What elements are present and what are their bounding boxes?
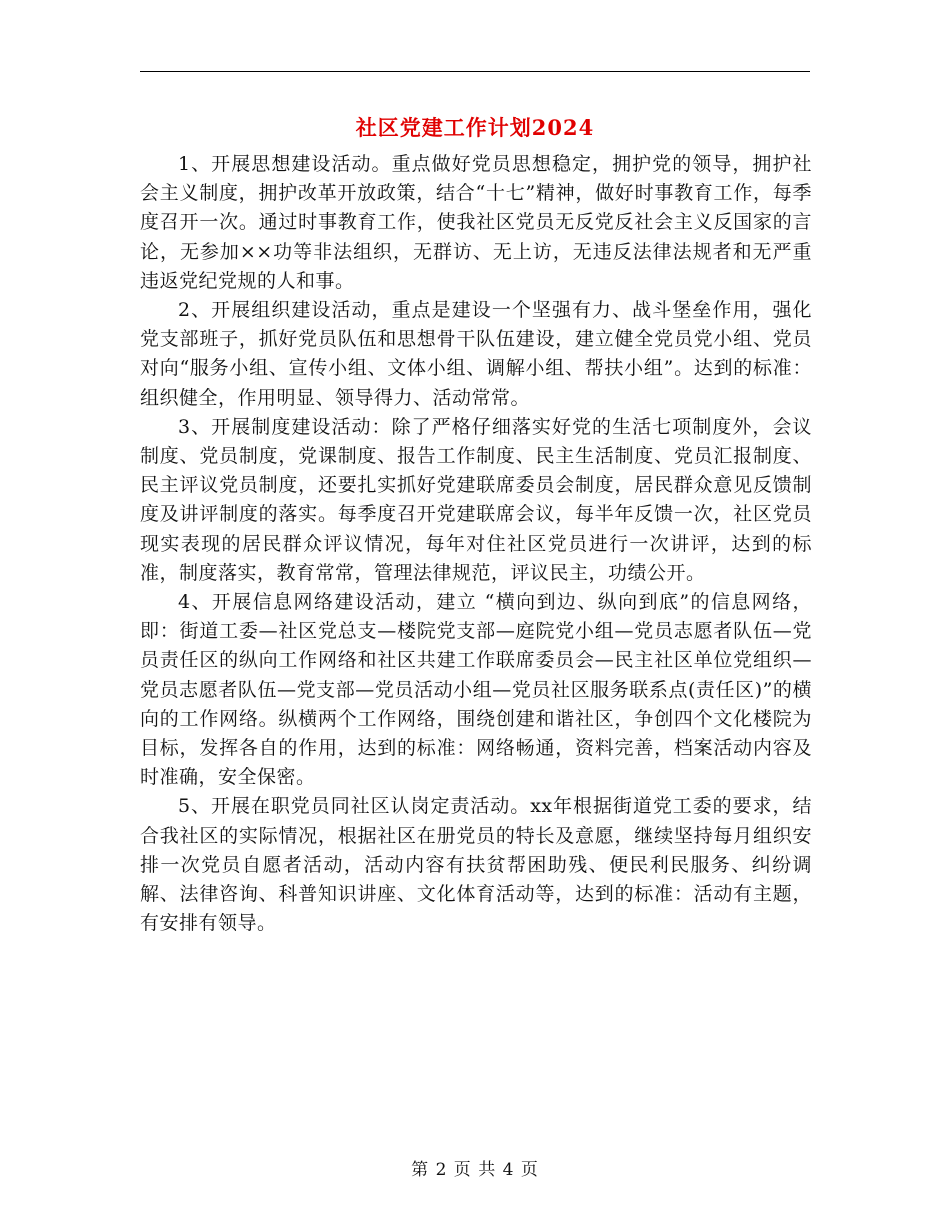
paragraph-1: 1、开展思想建设活动。重点做好党员思想稳定，拥护党的领导，拥护社会主义制度，拥护改革开放政策，结合“十七”精神，做好时事教育工作，每季度召开一次。通过时事教育工作，使我社区党员无反党反社会主义反国家的言论，无参加××功等非法组织，无群访、无上访，无违反法律法规者和无严重违返党纪党规的人和事。 bbox=[140, 153, 812, 292]
paragraph-3: 3、开展制度建设活动：除了严格仔细落实好党的生活七项制度外，会议制度、党员制度，党课制度、报告工作制度、民主生活制度、党员汇报制度、民主评议党员制度，还要扎实抓好党建联席委员会制度，居民群众意见反馈制度及讲评制度的落实。每季度召开党建联席会议，每半年反馈一次，社区党员现实表现的居民群众评议情况，每年对住社区党员进行一次讲评，达到的标准，制度落实，教育常常，管理法律规范，评议民主，功绩公开。 bbox=[140, 415, 812, 584]
document-body bbox=[140, 150, 812, 938]
header-rule bbox=[140, 71, 810, 72]
document-title: 社区党建工作计划2024 bbox=[355, 115, 595, 140]
paragraph-4: 4、开展信息网络建设活动，建立 “横向到边、纵向到底”的信息网络，即：街道工委—社区党总支—楼院党支部—庭院党小组—党员志愿者队伍—党员责任区的纵向工作网络和社区共建工作联席委员会—民主社区单位党组织—党员志愿者队伍—党支部—党员活动小组—党员社区服务联系点(责任区)”的横向的工作网络。纵横两个工作网络，围绕创建和谐社区，争创四个文化楼院为目标，发挥各自的作用，达到的标准：网络畅通，资料完善，档案活动内容及时准确，安全保密。 bbox=[140, 591, 812, 789]
paragraph-2: 2、开展组织建设活动，重点是建设一个坚强有力、战斗堡垒作用，强化党支部班子，抓好党员队伍和思想骨干队伍建设，建立健全党员党小组、党员对向“服务小组、宣传小组、文体小组、调解小组、帮扶小组”。达到的标准：组织健全，作用明显、领导得力、活动常常。 bbox=[140, 299, 812, 409]
paragraph-5: 5、开展在职党员同社区认岗定责活动。xx年根据街道党工委的要求，结合我社区的实际情况，根据社区在册党员的特长及意愿，继续坚持每月组织安排一次党员自愿者活动，活动内容有扶贫帮困助残、便民利民服务、纠纷调解、法律咨询、科普知识讲座、文化体育活动等，达到的标准：活动有主题，有安排有领导。 bbox=[140, 795, 812, 935]
page-footer: 第 2 页 共 4 页 bbox=[411, 1160, 539, 1180]
